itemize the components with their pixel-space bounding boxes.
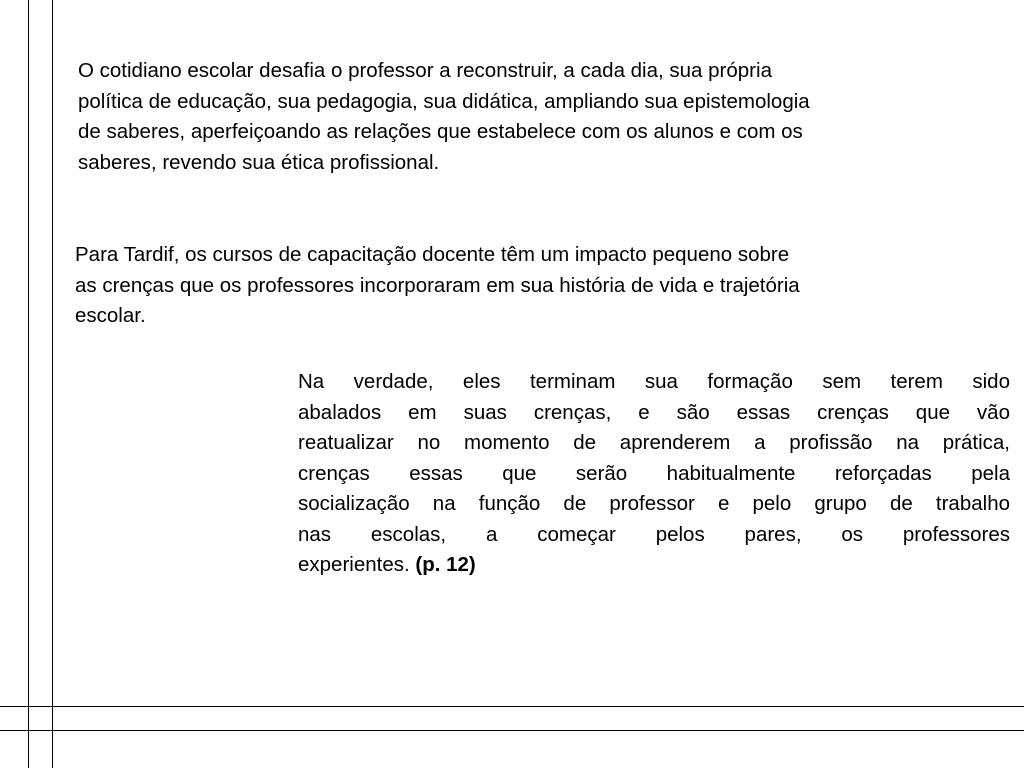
paragraph1-line: saberes, revendo sua ética profissional. xyxy=(78,150,440,174)
quote-line: socialização na função de professor e pelo grupo de trabalho xyxy=(298,492,1010,515)
block-quote xyxy=(298,367,1010,581)
horizontal-rule-lower xyxy=(0,730,1024,731)
paragraph1-line: política de educação, sua pedagogia, sua didática, ampliando sua epistemologia xyxy=(78,89,810,113)
quote-last-line xyxy=(298,550,1010,581)
quote-line: nas escolas, a começar pelos pares, os professores xyxy=(298,522,1010,546)
paragraph-cotidiano-escolar xyxy=(78,56,1008,178)
horizontal-rule-upper xyxy=(0,706,1024,707)
quote-citation: (p. 12) xyxy=(415,553,476,576)
quote-line: abalados em suas crenças, e são essas crenças que vão xyxy=(298,400,1010,424)
paragraph2-line: Para Tardif, os cursos de capacitação docente têm um impacto pequeno sobre xyxy=(75,243,790,266)
paragraph1-line: de saberes, aperfeiçoando as relações que estabelece com os alunos e com os xyxy=(78,120,803,143)
paragraph-tardif xyxy=(75,240,1005,332)
vertical-rule-outer xyxy=(28,0,29,768)
paragraph2-line: escolar. xyxy=(75,304,146,327)
paragraph2-line: as crenças que os professores incorporaram em sua história de vida e trajetória xyxy=(75,273,800,297)
paragraph1-line: O cotidiano escolar desafia o professor a reconstruir, a cada dia, sua própria xyxy=(78,59,772,82)
vertical-rule-inner xyxy=(52,0,53,768)
quote-line: reatualizar no momento de aprenderem a profissão na prática, xyxy=(298,431,1010,454)
quote-line: crenças essas que serão habitualmente reforçadas pela xyxy=(298,461,1010,485)
quote-line: Na verdade, eles terminam sua formação sem terem sido xyxy=(298,370,1010,393)
quote-last-line-text: experientes. xyxy=(298,553,416,576)
